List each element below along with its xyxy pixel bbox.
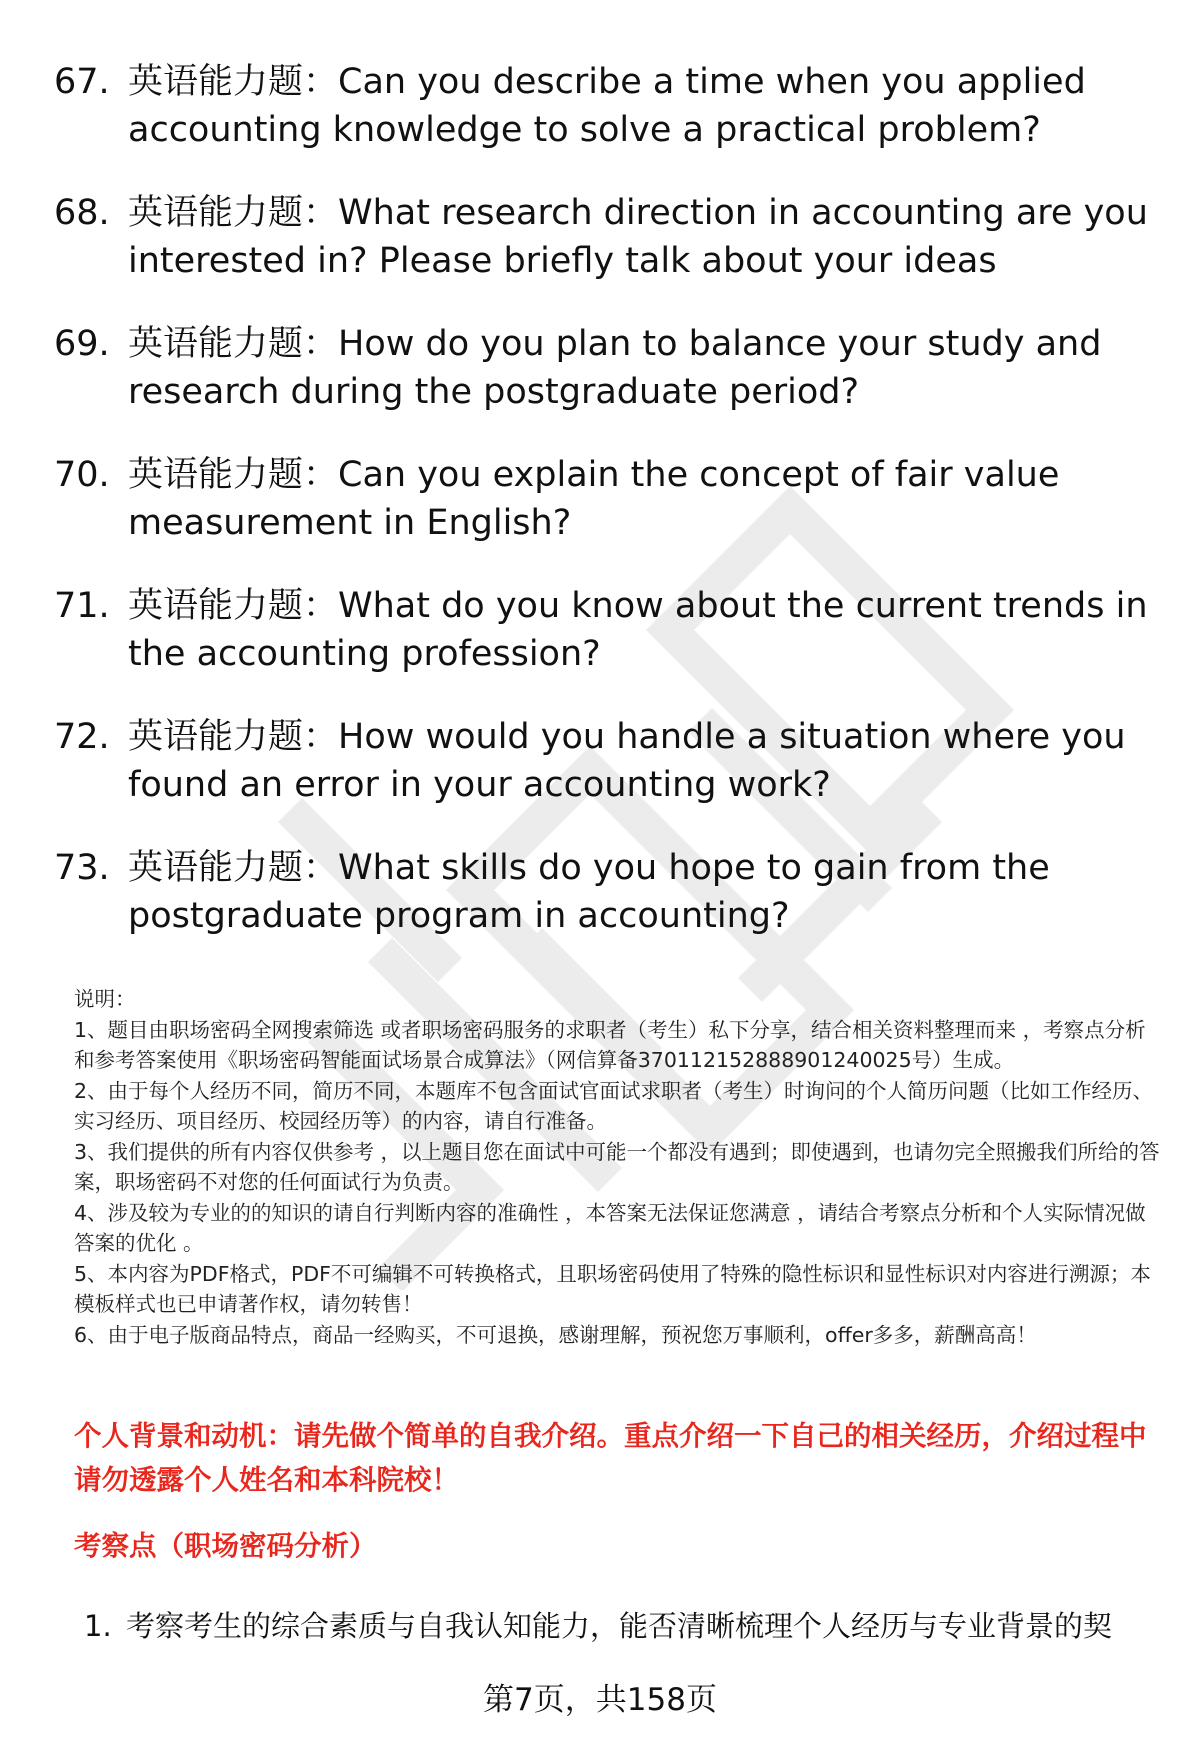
question-text: 英语能力题：How would you handle a situation where you found an error in your accounting work? [128,717,1126,805]
question-item [54,844,1164,940]
note-item: 3、我们提供的所有内容仅供参考 ，以上题目您在面试中可能一个都没有遇到；即使遇到，也请勿完全照搬我们所给的答案，职场密码不对您的任何面试行为负责。 [74,1139,1160,1194]
notes-section [74,984,1164,1350]
note-item: 6、由于电子版商品特点，商品一经购买，不可退换，感谢理解，预祝您万事顺利，offer多多，薪酬高高！ [74,1322,1037,1347]
question-item [54,582,1164,678]
assessment-point-number: 1. [84,1609,112,1643]
question-item [54,713,1164,809]
question-list [54,58,1164,975]
question-text: 英语能力题：How do you plan to balance your study and research during the postgraduate period? [128,324,1102,412]
question-number: 69. [54,324,110,364]
question-item [54,320,1164,416]
assessment-point-text: 考察考生的综合素质与自我认知能力，能否清晰梳理个人经历与专业背景的契 [126,1609,1113,1643]
note-item: 2、由于每个人经历不同，简历不同，本题库不包含面试官面试求职者（考生）时询问的个人简历问题（比如工作经历、实习经历、项目经历、校园经历等）的内容，请自行准备。 [74,1078,1154,1133]
question-text: 英语能力题：Can you describe a time when you applied accounting knowledge to solve a practical problem? [128,62,1086,150]
question-text: 英语能力题：What skills do you hope to gain from the postgraduate program in accounting? [128,848,1050,936]
assessment-point-item [84,1604,1164,1648]
question-text: 英语能力题：Can you explain the concept of fair value measurement in English? [128,455,1060,543]
question-item [54,58,1164,154]
intro-question-heading: 个人背景和动机：请先做个简单的自我介绍。重点介绍一下自己的相关经历，介绍过程中请勿透露个人姓名和本科院校！ [74,1420,1147,1496]
question-number: 72. [54,717,110,757]
question-number: 70. [54,455,110,495]
page-footer: 第7页，共158页 [483,1682,717,1718]
question-number: 68. [54,193,110,233]
notes-title: 说明： [74,987,136,1011]
note-item: 5、本内容为PDF格式，PDF不可编辑不可转换格式，且职场密码使用了特殊的隐性标识和显性标识对内容进行溯源；本模板样式也已申请著作权，请勿转售！ [74,1261,1151,1316]
question-text: 英语能力题：What research direction in accounting are you interested in? Please briefly talk about your ideas [128,193,1148,281]
assessment-points-heading: 考察点（职场密码分析） [74,1530,377,1562]
question-number: 73. [54,848,110,888]
question-item [54,189,1164,285]
note-item: 4、涉及较为专业的的知识的请自行判断内容的准确性 ，本答案无法保证您满意 ，请结合考察点分析和个人实际情况做答案的优化 。 [74,1200,1146,1255]
question-text: 英语能力题：What do you know about the current trends in the accounting profession? [128,586,1148,674]
question-item [54,451,1164,547]
note-item: 1、题目由职场密码全网搜索筛选 或者职场密码服务的求职者（考生）私下分享，结合相关资料整理而来 ，考察点分析和参考答案使用《职场密码智能面试场景合成算法》（网信算备370112152888901240025号）生成。 [74,1017,1146,1072]
question-number: 67. [54,62,110,102]
question-number: 71. [54,586,110,626]
